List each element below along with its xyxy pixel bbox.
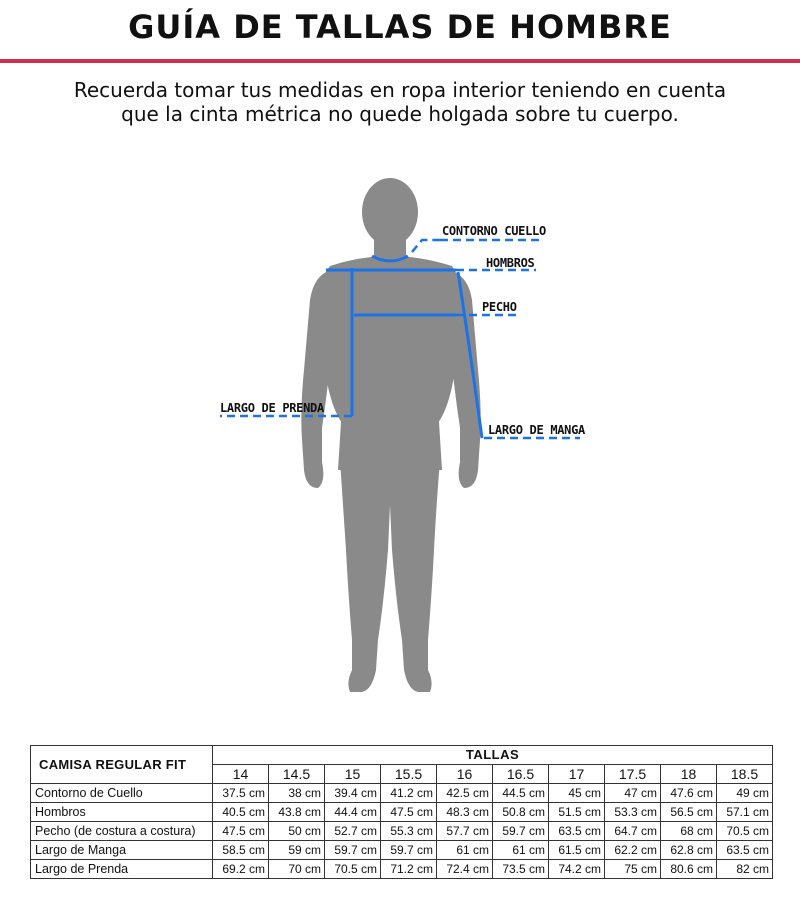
measurement-cell: 59.7 cm (325, 841, 381, 860)
measurement-cell: 57.7 cm (437, 822, 493, 841)
measurement-cell: 47 cm (605, 784, 661, 803)
measurement-cell: 49 cm (717, 784, 773, 803)
row-label: Contorno de Cuello (31, 784, 213, 803)
size-header-cell: 16 (437, 765, 493, 784)
title-divider (0, 59, 800, 63)
body-measurement-figure (0, 170, 800, 710)
measurement-cell: 61 cm (437, 841, 493, 860)
measurement-cell: 59.7 cm (381, 841, 437, 860)
measurement-cell: 74.2 cm (549, 860, 605, 879)
measurement-cell: 53.3 cm (605, 803, 661, 822)
table-row (31, 841, 773, 860)
table-heading: CAMISA REGULAR FIT (31, 746, 213, 784)
measurement-cell: 51.5 cm (549, 803, 605, 822)
body-silhouette (301, 178, 480, 692)
measurement-cell: 61.5 cm (549, 841, 605, 860)
measurement-cell: 50 cm (269, 822, 325, 841)
measurement-cell: 64.7 cm (605, 822, 661, 841)
size-header-cell: 15 (325, 765, 381, 784)
measurement-cell: 75 cm (605, 860, 661, 879)
measurement-cell: 58.5 cm (213, 841, 269, 860)
measurement-cell: 42.5 cm (437, 784, 493, 803)
measurement-cell: 52.7 cm (325, 822, 381, 841)
table-row (31, 822, 773, 841)
table-header-row (31, 746, 773, 765)
instructions-line-2: que la cinta métrica no quede holgada sobre tu cuerpo. (121, 102, 679, 126)
row-label: Largo de Prenda (31, 860, 213, 879)
table-row (31, 860, 773, 879)
size-header-cell: 15.5 (381, 765, 437, 784)
measurement-cell: 39.4 cm (325, 784, 381, 803)
table-row (31, 803, 773, 822)
measurement-cell: 50.8 cm (493, 803, 549, 822)
body-silhouette-illustration (0, 170, 800, 710)
instructions (0, 78, 800, 126)
measurement-cell: 69.2 cm (213, 860, 269, 879)
row-label: Pecho (de costura a costura) (31, 822, 213, 841)
measurement-cell: 62.8 cm (661, 841, 717, 860)
size-header-cell: 16.5 (493, 765, 549, 784)
measurement-cell: 40.5 cm (213, 803, 269, 822)
measurement-cell: 68 cm (661, 822, 717, 841)
measurement-cell: 80.6 cm (661, 860, 717, 879)
row-label: Hombros (31, 803, 213, 822)
measurement-cell: 56.5 cm (661, 803, 717, 822)
sizes-heading: TALLAS (213, 746, 773, 765)
measurement-cell: 70 cm (269, 860, 325, 879)
measurement-cell: 37.5 cm (213, 784, 269, 803)
label-garment-length: LARGO DE PRENDA (220, 401, 324, 415)
measurement-cell: 62.2 cm (605, 841, 661, 860)
page-title: GUÍA DE TALLAS DE HOMBRE (128, 8, 672, 46)
measurement-cell: 73.5 cm (493, 860, 549, 879)
size-header-cell: 17.5 (605, 765, 661, 784)
measurement-cell: 82 cm (717, 860, 773, 879)
measurement-cell: 71.2 cm (381, 860, 437, 879)
measurement-cell: 47.6 cm (661, 784, 717, 803)
measurement-cell: 59 cm (269, 841, 325, 860)
measurement-cell: 47.5 cm (213, 822, 269, 841)
size-chart-table (30, 745, 773, 879)
row-label: Largo de Manga (31, 841, 213, 860)
measurement-cell: 45 cm (549, 784, 605, 803)
size-header-cell: 14 (213, 765, 269, 784)
measurement-cell: 61 cm (493, 841, 549, 860)
size-header-cell: 18 (661, 765, 717, 784)
measurement-cell: 55.3 cm (381, 822, 437, 841)
measurement-cell: 59.7 cm (493, 822, 549, 841)
size-header-cell: 17 (549, 765, 605, 784)
measurement-cell: 41.2 cm (381, 784, 437, 803)
measurement-cell: 44.4 cm (325, 803, 381, 822)
size-header-cell: 18.5 (717, 765, 773, 784)
table-row (31, 784, 773, 803)
measurement-cell: 57.1 cm (717, 803, 773, 822)
label-neck: CONTORNO CUELLO (442, 224, 546, 238)
measurement-cell: 44.5 cm (493, 784, 549, 803)
measurement-cell: 48.3 cm (437, 803, 493, 822)
measurement-cell: 38 cm (269, 784, 325, 803)
measurement-cell: 47.5 cm (381, 803, 437, 822)
label-shoulders: HOMBROS (486, 256, 535, 270)
measurement-cell: 70.5 cm (717, 822, 773, 841)
measurement-cell: 72.4 cm (437, 860, 493, 879)
instructions-line-1: Recuerda tomar tus medidas en ropa interior teniendo en cuenta (73, 78, 727, 102)
label-chest: PECHO (482, 300, 517, 314)
measurement-cell: 43.8 cm (269, 803, 325, 822)
measurement-cell: 70.5 cm (325, 860, 381, 879)
label-sleeve-length: LARGO DE MANGA (488, 423, 585, 437)
measurement-cell: 63.5 cm (549, 822, 605, 841)
measurement-cell: 63.5 cm (717, 841, 773, 860)
size-header-cell: 14.5 (269, 765, 325, 784)
